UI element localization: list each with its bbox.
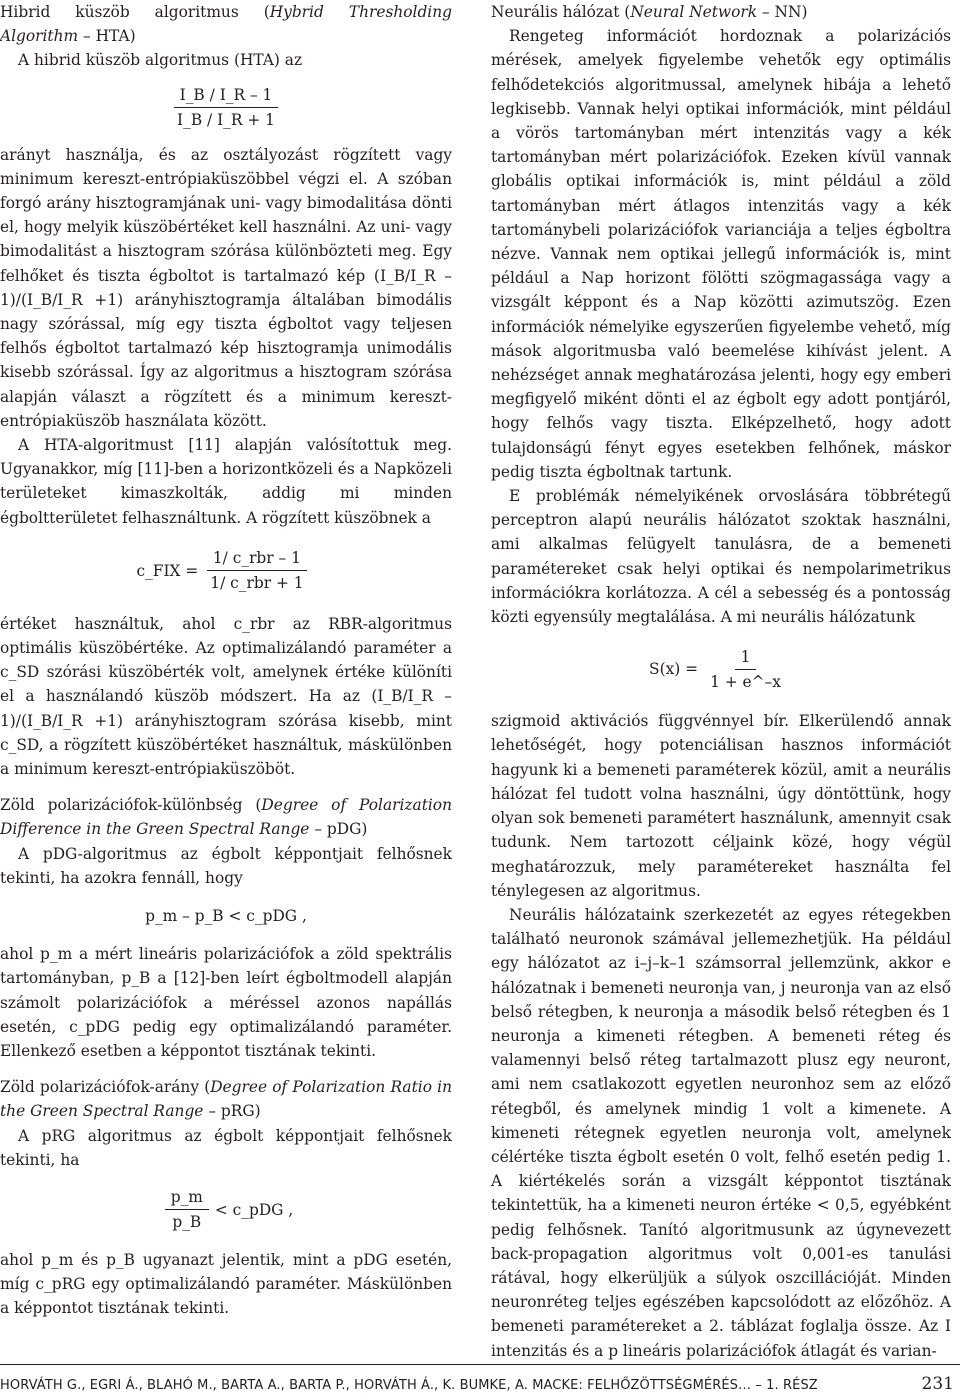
pdg-intro: A pDG-algoritmus az égbolt képpontjait felhősnek tekinti, ha azokra fennáll, hogy bbox=[0, 844, 452, 887]
equation-numerator: I_B / I_R – 1 bbox=[174, 84, 279, 108]
equation-lhs: c_FIX = bbox=[136, 561, 199, 580]
right-column bbox=[491, 0, 951, 1363]
nn-paragraph-4: Neurális hálózataink szerkezetét az egyes rétegekben található neuronok számával jellemezhetjük. Ha például egy hálózatot az i–j–k–1 számsorral jellemzünk, akkor e hálózatnak i bemeneti neuronja van, j neuronja van az első belső rétegben, k neuronja a második belső rétegben és 1 neuronja a kimeneti rétegben. A bemeneti réteg és valamennyi belső réteg tartalmazott plusz egy neuront, ami nem csatlakozott egyetlen neuronhoz sem az előző rétegből, és amelynek mindig 1 volt a kimenete. A kimeneti rétegnek egyetlen neuronja volt, amelynek célértéke tiszta égbolt esetén 0 volt, felhő esetén pedig 1. A kiértékelés során a vizsgált képpontot tisztának tekintettük, ha a kimeneti neuron értéke < 0,5, egyébként pedig felhősnek. Tanító algoritmusunk az úgynevezett back-propagation algoritmus volt 0,001-es tanulási rátával, hogy elkerüljük a súlyok oszcillációját. Minden neuronréteg teljes egészében kapcsolódott az előzőhöz. A bemeneti paramétereket a 2. táblázat foglalja össze. Az I intenzitás és a p lineáris polarizációfok átlagát és varian- bbox=[491, 905, 951, 1360]
nn-heading: Neurális hálózat (Neural Network – NN) bbox=[491, 3, 808, 21]
page-number: 231 bbox=[921, 1374, 954, 1394]
equation-denominator: I_B / I_R + 1 bbox=[177, 111, 275, 130]
hta-paragraph-2: A HTA-algoritmust [11] alapján valósítottuk meg. Ugyanakkor, míg [11]-ben a horizontközeli és a Napközeli területeket kimaszkolták, addig mi minden égboltterületet felhasználtunk. A rögzített küszöbnek a bbox=[0, 436, 452, 527]
prg-heading: Zöld polarizációfok-arány (Degree of Polarization Ratio in the Green Spectral Range – pRG) bbox=[0, 1078, 452, 1121]
equation-lhs: S(x) = bbox=[649, 660, 699, 679]
equation-numerator: 1/ c_rbr – 1 bbox=[207, 547, 307, 571]
hta-paragraph-1: arányt használja, és az osztályozást rögzített vagy minimum kereszt-entrópiaküszöbbel végzi el. A szóban forgó arány hisztogramjának uni- vagy bimodalitása dönti el, hogy melyik küszöbértéket kell használni. Az uni- vagy bimodalitást a hisztogram szórása különbözteti meg. Egy felhőket és tiszta égboltot is tartalmazó kép (I_B/I_R – 1)/(I_B/I_R +1) arányhisztogramja általában bimodális nagy szórással, míg egy tiszta égboltot vagy teljesen felhős égboltot tartalmazó kép hisztogramja unimodális kisebb szórással. Így az algoritmus a hisztogram szórása alapján választ a rögzített és a minimum kereszt-entrópiaküszöb használata között. bbox=[0, 145, 452, 430]
page-footer bbox=[0, 1364, 960, 1400]
pdg-heading: Zöld polarizációfok-különbség (Degree of Polarization Difference in the Green Spectral Range – pDG) bbox=[0, 796, 452, 839]
equation-numerator: 1 bbox=[735, 646, 757, 670]
equation-c-fix bbox=[0, 530, 452, 612]
footer-rule bbox=[0, 1364, 960, 1365]
equation-sigmoid bbox=[491, 629, 951, 709]
left-column bbox=[0, 0, 452, 1321]
nn-paragraph-1: Rengeteg információt hordoznak a polarizációs mérések, amelyek figyelembe vehetők egy optimális felhődetekciós algoritmussal, amelynek hibája a lehető legkisebb. Vannak helyi optikai információk, mint például a vörös tartományban mért intenzitás vagy a kék tartományban mért polarizációfok. Ezeken kívül vannak globális optikai információk is, mint például a zöld tartományban mért átlagos intenzitás vagy a kék tartománybeli polarizációfok varianciája a teljes égboltra nézve. Vannak nem optikai jellegű információk is, mint például a Nap horizont fölötti szögmagassága vagy a vizsgált képpont és a Nap közötti azimutszög. Ezen információk némelyike egyszerűen figyelembe vehető, míg mások algoritmusba való beemelése kihívást jelent. A nehézséget annak meghatározása jelenti, hogy egy emberi megfigyelő miként dönti el az égbolt egy adott pontjáról, hogy felhős vagy tiszta. Elképzelhető, hogy adott tulajdonságú fényt egyes esetekben felhőnek, máskor pedig tiszta égboltnak tartunk. bbox=[491, 27, 951, 481]
prg-paragraph: ahol p_m és p_B ugyanazt jelentik, mint a pDG esetén, míg c_pRG egy optimalizálandó paraméter. Máskülönben a képpontot tisztának tekinti. bbox=[0, 1250, 452, 1318]
equation-denominator: p_B bbox=[172, 1213, 202, 1232]
prg-intro: A pRG algoritmus az égbolt képpontjait felhősnek tekinti, ha bbox=[0, 1126, 452, 1169]
equation-denominator: 1 + e^–x bbox=[710, 672, 781, 691]
pdg-paragraph: ahol p_m a mért lineáris polarizációfok a zöld spektrális tartományban, p_B a [12]-ben leírt égboltmodell alapján számolt polarizációfok a méréssel azonos napállás esetén, c_pDG pedig egy optimalizálandó paraméter. Ellenkező esetben a képpontot tisztának tekinti. bbox=[0, 945, 452, 1060]
footer-authors: HORVÁTH G., EGRI Á., BLAHÓ M., BARTA A., BARTA P., HORVÁTH Á., K. BUMKE, A. MACKE: FELHŐZÖTTSÉGMÉRÉS… – 1. RÉSZ bbox=[0, 1378, 818, 1393]
hta-heading: Hibrid küszöb algoritmus (Hybrid Thresholding Algorithm – HTA) bbox=[0, 3, 452, 46]
equation-numerator: p_m bbox=[165, 1186, 209, 1210]
hta-intro: A hibrid küszöb algoritmus (HTA) az bbox=[18, 51, 303, 70]
nn-paragraph-3: szigmoid aktivációs függvénnyel bír. Elkerülendő annak lehetőségét, hogy potenciálisan hasznos információt hagyunk ki a bemeneti paraméterek közül, amit a neurális hálózat fel tudott volna használni, úgy döntöttünk, hogy olyan sok bemeneti paramétert használunk, amennyit csak tudunk. Nem tartozott céljaink közé, hogy végül meghatározzuk, mely paramétereket használta fel ténylegesen az algoritmus. bbox=[491, 712, 951, 900]
nn-paragraph-2: E problémák némelyikének orvoslására többrétegű perceptron alapú neurális hálózatot szoktak használni, ami alkalmas felügyelt tanulásra, de a bemeneti paramétereket csak helyi optikai és nempolarimetrikus információkra korlátozza. A cél a sebesség és a pontosság közti egyensúly megtalálása. A mi neurális hálózatunk bbox=[491, 487, 951, 627]
hta-paragraph-3: értéket használtuk, ahol c_rbr az RBR-algoritmus optimális küszöbértéke. Az optimalizálandó paraméter a c_SD szórási küszöbérték volt, amelynek értéke különíti el a használandó küszöb módszert. Ha az (I_B/I_R – 1)/(I_B/I_R +1) arányhisztogram szórása kisebb, mint c_SD, a rögzített küszöbértéket használtuk, máskülönben a minimum kereszt-entrópiaküszöböt. bbox=[0, 614, 452, 779]
equation-prg bbox=[0, 1172, 452, 1248]
equation-hta-ratio bbox=[0, 73, 452, 143]
equation-rhs: < c_pDG , bbox=[214, 1200, 294, 1219]
equation-denominator: 1/ c_rbr + 1 bbox=[210, 574, 304, 593]
equation-pdg: p_m – p_B < c_pDG , bbox=[145, 907, 307, 926]
